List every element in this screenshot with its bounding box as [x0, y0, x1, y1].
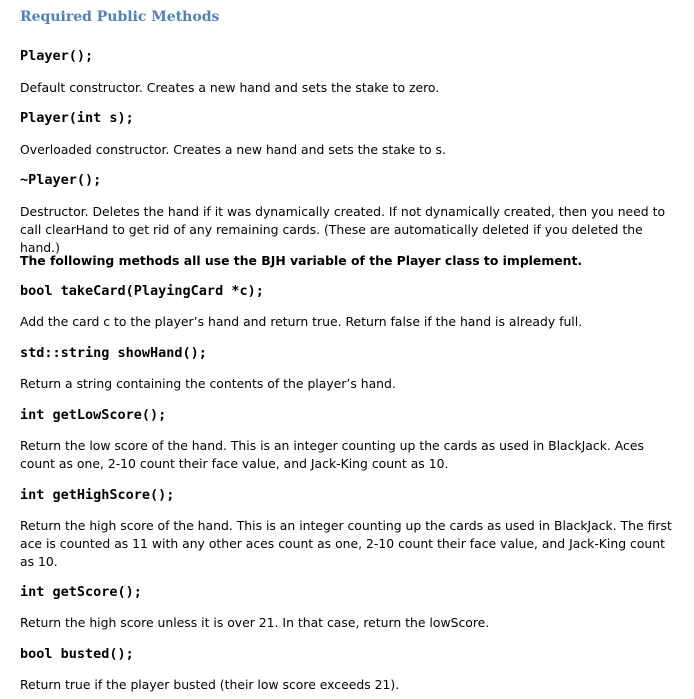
- method-description-get-score: Return the high score unless it is over 21. In that case, return the lowScore.: [20, 615, 490, 630]
- method-description-show-hand: Return a string containing the contents of the player’s hand.: [20, 376, 396, 391]
- method-signature-get-low-score: int getLowScore();: [20, 407, 167, 423]
- method-signature-default-constructor: Player();: [20, 48, 94, 64]
- method-description-get-high-score: Return the high score of the hand. This is an integer counting up the cards as used in BlackJack. The first ace is counted as 11 with any other aces count as one, 2-10 count their face value, and Jack-King count as 10.: [20, 518, 672, 569]
- method-description-overloaded-constructor: Overloaded constructor. Creates a new hand and sets the stake to s.: [20, 142, 446, 157]
- section-heading: Required Public Methods: [20, 9, 220, 25]
- method-description-busted: Return true if the player busted (their low score exceeds 21).: [20, 677, 400, 692]
- method-description-default-constructor: Default constructor. Creates a new hand and sets the stake to zero.: [20, 80, 440, 95]
- method-signature-show-hand: std::string showHand();: [20, 345, 207, 361]
- method-description-get-low-score: Return the low score of the hand. This is an integer counting up the cards as used in BlackJack. Aces count as one, 2-10 count their face value, and Jack-King count as 10.: [20, 438, 644, 471]
- method-signature-get-score: int getScore();: [20, 584, 142, 600]
- method-signature-busted: bool busted();: [20, 646, 134, 662]
- bjh-note: The following methods all use the BJH variable of the Player class to implement.: [20, 253, 583, 268]
- method-signature-take-card: bool takeCard(PlayingCard *c);: [20, 283, 264, 299]
- method-signature-get-high-score: int getHighScore();: [20, 487, 175, 503]
- method-description-destructor: Destructor. Deletes the hand if it was dynamically created. If not dynamically created, then you need to call clearHand to get rid of any remaining cards. (These are automatically deleted if you deleted the hand.): [20, 204, 666, 255]
- method-signature-overloaded-constructor: Player(int s);: [20, 110, 134, 126]
- method-signature-destructor: ~Player();: [20, 172, 102, 188]
- method-description-take-card: Add the card c to the player’s hand and return true. Return false if the hand is already full.: [20, 314, 583, 329]
